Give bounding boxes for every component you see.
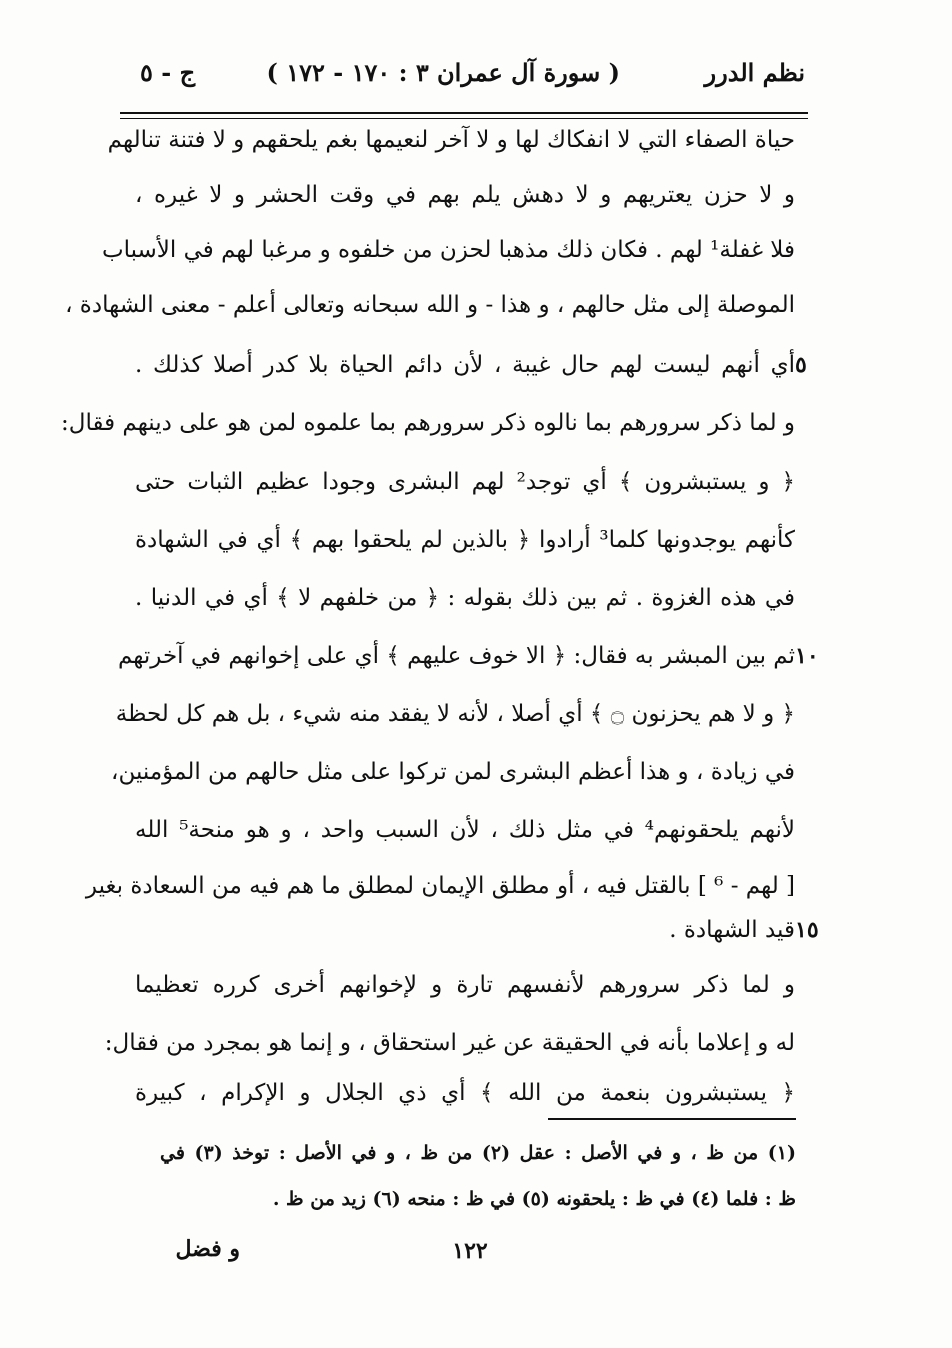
text-line: الموصلة إلى مثل حالهم ، و هذا - و الله سبحانه وتعالى أعلم - معنى الشهادة ،	[65, 292, 795, 318]
line-number: ١٠	[795, 643, 819, 669]
page-number: ١٢٢	[452, 1238, 488, 1264]
text-line: في هذه الغزوة . ثم بين ذلك بقوله : ﴿ من خلفهم لا ﴾ أي في الدنيا .	[135, 585, 795, 611]
text-line: حياة الصفاء التي لا انفكاك لها و لا آخر لنعيمها بغم يلحقهم و لا فتنة تنالهم	[107, 127, 795, 153]
catchword: و فضل	[175, 1236, 240, 1262]
text-line: ثم بين المبشر به فقال: ﴿ الا خوف عليهم ﴾ أي على إخوانهم في آخرتهم	[117, 643, 795, 669]
text-line: ﴿ و يستبشرون ﴾ أي توجد² لهم البشرى وجودا عظيم الثبات حتى	[135, 469, 796, 495]
line-number: ٥	[795, 352, 807, 378]
footnote-line: (١) من ظ ، و في الأصل : عقل (٢) من ظ ، و في الأصل : توخذ (٣) في	[160, 1142, 796, 1164]
part-number: ج - ٥	[140, 58, 196, 87]
text-line: و لما ذكر سرورهم بما نالوه ذكر سرورهم بما علموه لمن هو على دينهم فقال:	[60, 410, 795, 436]
header-rule	[120, 112, 808, 119]
text-line: فلا غفلة¹ لهم . فكان ذلك مذهبا لحزن من خلفوه و مرغبا لهم في الأسباب	[101, 237, 795, 263]
text-line: [ لهم - ⁶ ] بالقتل فيه ، أو مطلق الإيمان لمطلق ما هم فيه من السعادة بغير	[85, 873, 795, 899]
surah-reference: ( سورة آل عمران ٣ : ١٧٠ - ١٧٢ )	[266, 58, 620, 87]
text-line: في زيادة ، و هذا أعظم البشرى لمن تركوا على مثل حالهم من المؤمنين،	[111, 759, 795, 785]
footnote-rule	[548, 1118, 796, 1120]
line-number: ١٥	[795, 917, 819, 943]
book-title: نظم الدرر	[704, 58, 805, 87]
text-line: ﴿ يستبشرون بنعمة من الله ﴾ أي ذي الجلال و الإكرام ، كبيرة	[135, 1080, 795, 1106]
footnote-line: ظ : فلما (٤) في ظ : يلحقونه (٥) في ظ : منحه (٦) زيد من ظ .	[272, 1188, 796, 1210]
text-line: أي أنهم ليست لهم حال غيبة ، لأن دائم الحياة بلا كدر أصلا كذلك .	[135, 352, 795, 378]
text-line: و لا حزن يعتريهم و لا دهش يلم بهم في وقت الحشر و لا غيره ،	[135, 182, 795, 208]
text-line: ﴿ و لا هم يحزنون ۝ ﴾ أي أصلا ، لأنه لا يفقد منه شيء ، بل هم كل لحظة	[115, 701, 795, 727]
text-line: له و إعلاما بأنه في الحقيقة عن غير استحقاق ، و إنما هو بمجرد من فقال:	[104, 1030, 795, 1056]
running-header	[140, 58, 805, 102]
text-line: قيد الشهادة .	[669, 917, 795, 943]
text-line: و لما ذكر سرورهم لأنفسهم تارة و لإخوانهم أخرى كرره تعظيما	[135, 972, 795, 998]
text-line: كأنهم يوجدونها كلما³ أرادوا ﴿ بالذين لم يلحقوا بهم ﴾ أي في الشهادة	[135, 527, 795, 553]
text-line: لأنهم يلحقونهم⁴ في مثل ذلك ، لأن السبب واحد ، و هو منحة⁵ الله	[135, 817, 795, 843]
